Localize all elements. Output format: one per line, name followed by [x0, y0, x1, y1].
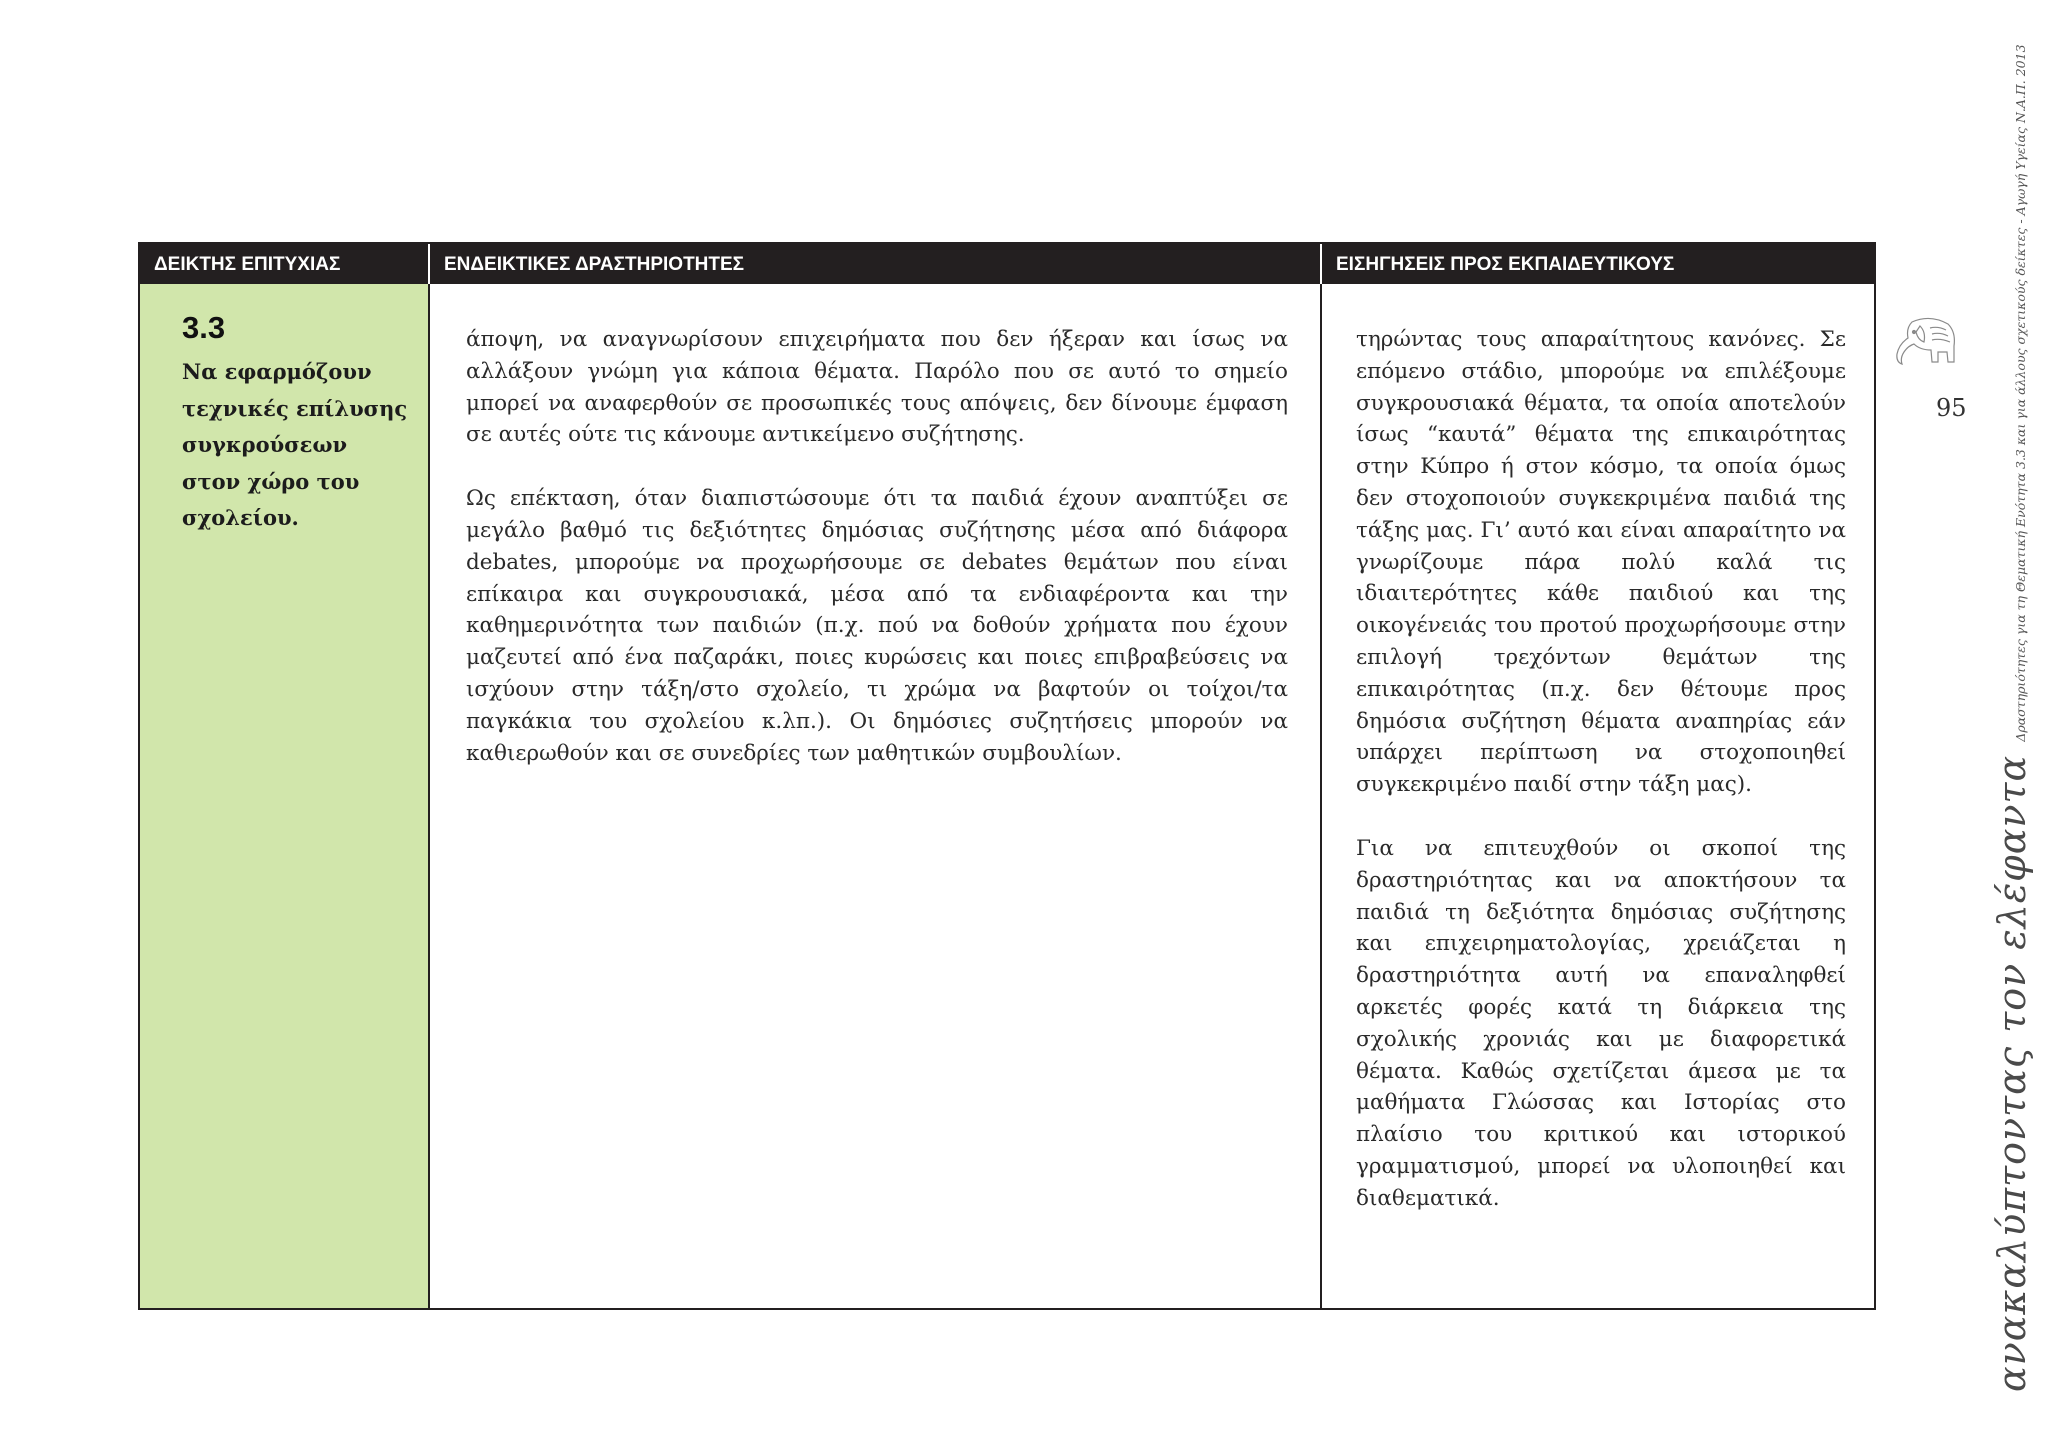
indicator-line: τεχνικές επίλυσης: [182, 395, 408, 421]
header-activities: ΕΝΔΕΙΚΤΙΚΕΣ ΔΡΑΣΤΗΡΙΟΤΗΤΕΣ: [428, 244, 1320, 284]
indicator-text: [182, 354, 412, 537]
suggestions-text: [1356, 324, 1846, 1215]
activities-column: [428, 284, 1320, 1308]
indicator-line: συγκρούσεων: [182, 432, 348, 457]
indicator-column: [140, 284, 428, 1308]
page-number: 95: [1936, 394, 1967, 422]
indicator-line: στον χώρο του: [182, 468, 360, 494]
suggestions-paragraph: τηρώντας τους απαραίτητους κανόνες. Σε επόμενο στάδιο, μπορούμε να επιλέξουμε συγκρουσιακά θέματα, τα οποία αποτελούν ίσως “καυτά” θέματα της επικαιρότητας στην Κύπρο ή στον κόσμο, τα οποία όμως δεν στοχοποιούν συγκεκριμένα παιδιά της τάξης μας. Γι’ αυτό και είναι απαραίτητο να γνωρίζουμε πάρα πολύ καλά τις ιδιαιτερότητες κάθε παιδιού και της οικογένειάς του προτού προχωρήσουμε στην επιλογή τρεχόντων θεμάτων της επικαιρότητας (π.χ. δεν θέτουμε προς δημόσια συζήτηση θέματα αναπηρίας εάν υπάρχει περίπτωση να στοχοποιηθεί συγκεκριμένο παιδί στην τάξη μας).: [1356, 327, 1846, 798]
elephant-icon: [1890, 312, 1960, 370]
table-header: [140, 244, 1874, 284]
content-table: [138, 242, 1876, 1310]
running-title: [1990, 44, 2034, 1392]
header-suggestions: ΕΙΣΗΓΗΣΕΙΣ ΠΡΟΣ ΕΚΠΑΙΔΕΥΤΙΚΟΥΣ: [1320, 244, 1874, 284]
suggestions-paragraph: Για να επιτευχθούν οι σκοποί της δραστηριότητας και να αποκτήσουν τα παιδιά τη δεξιότητα δημόσιας συζήτησης και επιχειρηματολογίας, χρειάζεται η δραστηριότητα αυτή να επαναληφθεί αρκετές φορές κατά τη διάρκεια της σχολικής χρονιάς και με διαφορετικά θέματα. Καθώς σχετίζεται άμεσα με τα μαθήματα Γλώσσας και Ιστορίας στο πλαίσιο του κριτικού και ιστορικού γραμματισμού, μπορεί να υλοποιηθεί και διαθεματικά.: [1356, 835, 1846, 1211]
activities-paragraph: άποψη, να αναγνωρίσουν επιχειρήματα που δεν ήξεραν και ίσως να αλλάξουν γνώμη για κάποια θέματα. Παρόλο που σε αυτό το σημείο μπορεί να αναφερθούν σε προσωπικές τους απόψεις, δεν δίνουμε έμφαση σε αυτές ούτε τις κάνουμε αντικείμενο συζήτησης.: [466, 327, 1288, 448]
indicator-line: σχολείου.: [182, 505, 299, 530]
header-success-indicator: ΔΕΙΚΤΗΣ ΕΠΙΤΥΧΙΑΣ: [154, 254, 341, 275]
activities-paragraph: Ως επέκταση, όταν διαπιστώσουμε ότι τα παιδιά έχουν αναπτύξει σε μεγάλο βαθμό τις δεξιότητες δημόσιας συζήτησης μέσα από διάφορα debates, μπορούμε να προχωρήσουμε σε debates θεμάτων που είναι επίκαιρα και συγκρουσιακά, μέσα από τα ενδιαφέροντα και την καθημερινότητα των παιδιών (π.χ. πού να δοθούν χρήματα που έχουν μαζευτεί από ένα παζαράκι, ποιες κυρώσεις και ποιες επιβραβεύσεις να ισχύουν στην τάξη/στο σχολείο, τι χρώμα να βαφτούν οι τοίχοι/τα παγκάκια του σχολείου κ.λπ.). Οι δημόσιες συζητήσεις μπορούν να καθιερωθούν και σε συνεδρίες των μαθητικών συμβουλίων.: [466, 486, 1288, 766]
indicator-number: 3.3: [182, 310, 226, 345]
series-brand: ανακαλύπτοντας τον ελέφαντα: [1990, 754, 2034, 1392]
series-subtitle: Δραστηριότητες για τη Θεματική Ενότητα 3.3 και για άλλους σχετικούς δείκτες - Αγωγή Υγείας Ν.Α.Π. 2013: [2013, 44, 2028, 742]
suggestions-column: [1320, 284, 1874, 1308]
indicator-line: Να εφαρμόζουν: [182, 359, 372, 384]
activities-text: [466, 324, 1288, 769]
